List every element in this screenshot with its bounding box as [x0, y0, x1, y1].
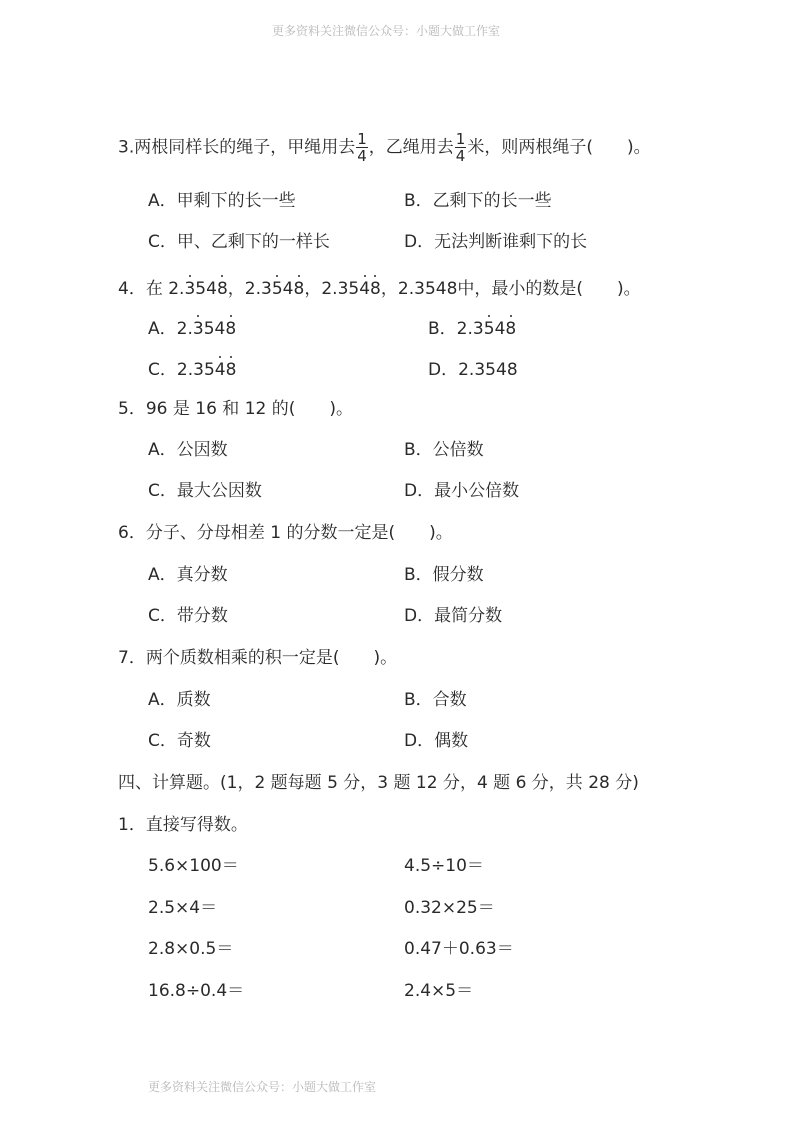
q6-option-c[interactable]: C．带分数 [148, 606, 228, 626]
calc-item: 2.8×0.5＝ [148, 939, 234, 959]
fraction-denominator: 4 [455, 147, 466, 165]
q4-option-b[interactable] [428, 318, 516, 340]
repeating-decimal-4 [398, 279, 458, 299]
q6-option-a[interactable]: A．真分数 [148, 565, 228, 585]
fraction-one-quarter-meter [455, 131, 467, 164]
calc-item: 0.32×25＝ [404, 898, 495, 918]
decimal-digit: 4 [206, 279, 217, 299]
decimal-digits: 2. [321, 279, 338, 299]
question-3 [118, 131, 651, 164]
repeat-dot-digit: 8 [225, 319, 237, 339]
option-label: C． [148, 360, 177, 380]
q7-option-c[interactable]: C．奇数 [148, 731, 211, 751]
repeat-dot-digit: 8 [370, 279, 381, 299]
fraction-denominator: 4 [357, 147, 367, 165]
calc-item: 0.47＋0.63＝ [404, 939, 514, 959]
decimal-digit: 3 [261, 279, 272, 299]
q3-option-b[interactable]: B．乙剩下的长一些 [404, 191, 552, 211]
q4-option-c[interactable] [148, 359, 236, 381]
decimal-digit: 3 [474, 360, 486, 380]
section-4-title: 四、计算题。(1，2 题每题 5 分，3 题 12 分，4 题 6 分，共 28 分) [118, 773, 639, 793]
decimal-digits: 2. [458, 360, 475, 380]
decimal-digits: 2. [244, 279, 262, 299]
repeating-decimal-3 [321, 279, 381, 299]
decimal-digit: 3 [193, 360, 204, 380]
question-4-text-a: 在 [145, 279, 163, 299]
question-3-text-b: ，乙绳用去 [368, 137, 454, 158]
repeat-dot-digit: 5 [483, 319, 495, 339]
repeat-dot-digit: 4 [214, 360, 226, 380]
question-5: 5．96 是 16 和 12 的( )。 [118, 399, 353, 419]
option-label: D． [428, 360, 459, 380]
decimal-digits: 2. [176, 360, 194, 380]
repeat-dot-digit: 5 [271, 279, 283, 299]
question-6: 6．分子、分母相差 1 的分数一定是( )。 [118, 523, 453, 543]
q3-option-a[interactable]: A．甲剩下的长一些 [148, 191, 296, 211]
decimal-digit: 5 [203, 360, 215, 380]
question-3-number: 3. [118, 137, 135, 158]
separator: ， [304, 279, 322, 299]
q7-option-b[interactable]: B．合数 [404, 690, 467, 710]
question-4-text-b: 中，最小的数是( )。 [457, 279, 641, 299]
q7-option-a[interactable]: A．质数 [148, 690, 211, 710]
decimal-digits: 2. [168, 279, 185, 299]
repeating-decimal-2 [245, 279, 305, 299]
decimal-digit: 4 [282, 279, 294, 299]
repeat-dot-digit: 3 [184, 279, 196, 299]
decimal-digits: 2. [176, 319, 193, 339]
repeat-dot-digit: 8 [505, 319, 517, 339]
decimal-digit: 8 [506, 360, 518, 380]
repeat-dot-digit: 4 [359, 279, 371, 299]
watermark-top: 更多资料关注微信公众号：小题大做工作室 [272, 24, 501, 38]
decimal-digit: 3 [472, 319, 484, 339]
q5-option-c[interactable]: C．最大公因数 [148, 481, 262, 501]
repeat-dot-digit: 8 [225, 360, 237, 380]
decimal-digit: 4 [435, 279, 447, 299]
separator: ， [380, 279, 398, 299]
watermark-bottom: 更多资料关注微信公众号：小题大做工作室 [148, 1080, 377, 1094]
question-4 [118, 278, 641, 300]
repeating-decimal-1 [168, 279, 228, 299]
decimal-digits: 2. [397, 279, 415, 299]
repeat-dot-digit: 3 [192, 319, 204, 339]
section-4-sub-1: 1．直接写得数。 [118, 815, 248, 835]
calc-item: 2.4×5＝ [404, 981, 474, 1001]
decimal-digit: 5 [485, 360, 496, 380]
question-3-text-a: 两根同样长的绳子，甲绳用去 [134, 137, 356, 158]
q6-option-b[interactable]: B．假分数 [404, 565, 484, 585]
calc-item: 16.8÷0.4＝ [148, 981, 245, 1001]
q3-option-d[interactable]: D．无法判断谁剩下的长 [404, 232, 588, 252]
calc-item: 2.5×4＝ [148, 898, 218, 918]
q5-option-b[interactable]: B．公倍数 [404, 440, 484, 460]
q4-option-d[interactable] [428, 359, 518, 381]
option-label: A． [148, 319, 177, 339]
q5-option-a[interactable]: A．公因数 [148, 440, 228, 460]
calc-item: 5.6×100＝ [148, 856, 239, 876]
decimal-digit: 5 [424, 279, 436, 299]
q7-option-d[interactable]: D．偶数 [404, 731, 469, 751]
question-4-number: 4． [118, 279, 146, 299]
fraction-numerator: 1 [455, 130, 466, 148]
repeat-dot-digit: 8 [293, 279, 305, 299]
question-3-text-c: 米，则两根绳子( )。 [467, 137, 651, 158]
decimal-digit: 8 [446, 279, 458, 299]
decimal-digit: 3 [414, 279, 425, 299]
q4-option-a[interactable] [148, 318, 236, 340]
calc-item: 4.5÷10＝ [404, 856, 484, 876]
repeat-dot-digit: 8 [216, 279, 228, 299]
decimal-digit: 5 [195, 279, 207, 299]
decimal-digit: 5 [348, 279, 360, 299]
decimal-digit: 3 [337, 279, 349, 299]
decimal-digit: 5 [203, 319, 215, 339]
fraction-one-quarter [356, 131, 368, 164]
fraction-numerator: 1 [357, 130, 367, 148]
q5-option-d[interactable]: D．最小公倍数 [404, 481, 520, 501]
decimal-digit: 4 [495, 360, 507, 380]
decimal-digit: 4 [214, 319, 226, 339]
q3-option-c[interactable]: C．甲、乙剩下的一样长 [148, 232, 330, 252]
decimal-digit: 4 [494, 319, 506, 339]
q6-option-d[interactable]: D．最简分数 [404, 606, 503, 626]
option-label: B． [428, 319, 457, 339]
decimal-digits: 2. [456, 319, 473, 339]
separator: ， [227, 279, 245, 299]
question-7: 7．两个质数相乘的积一定是( )。 [118, 648, 398, 668]
